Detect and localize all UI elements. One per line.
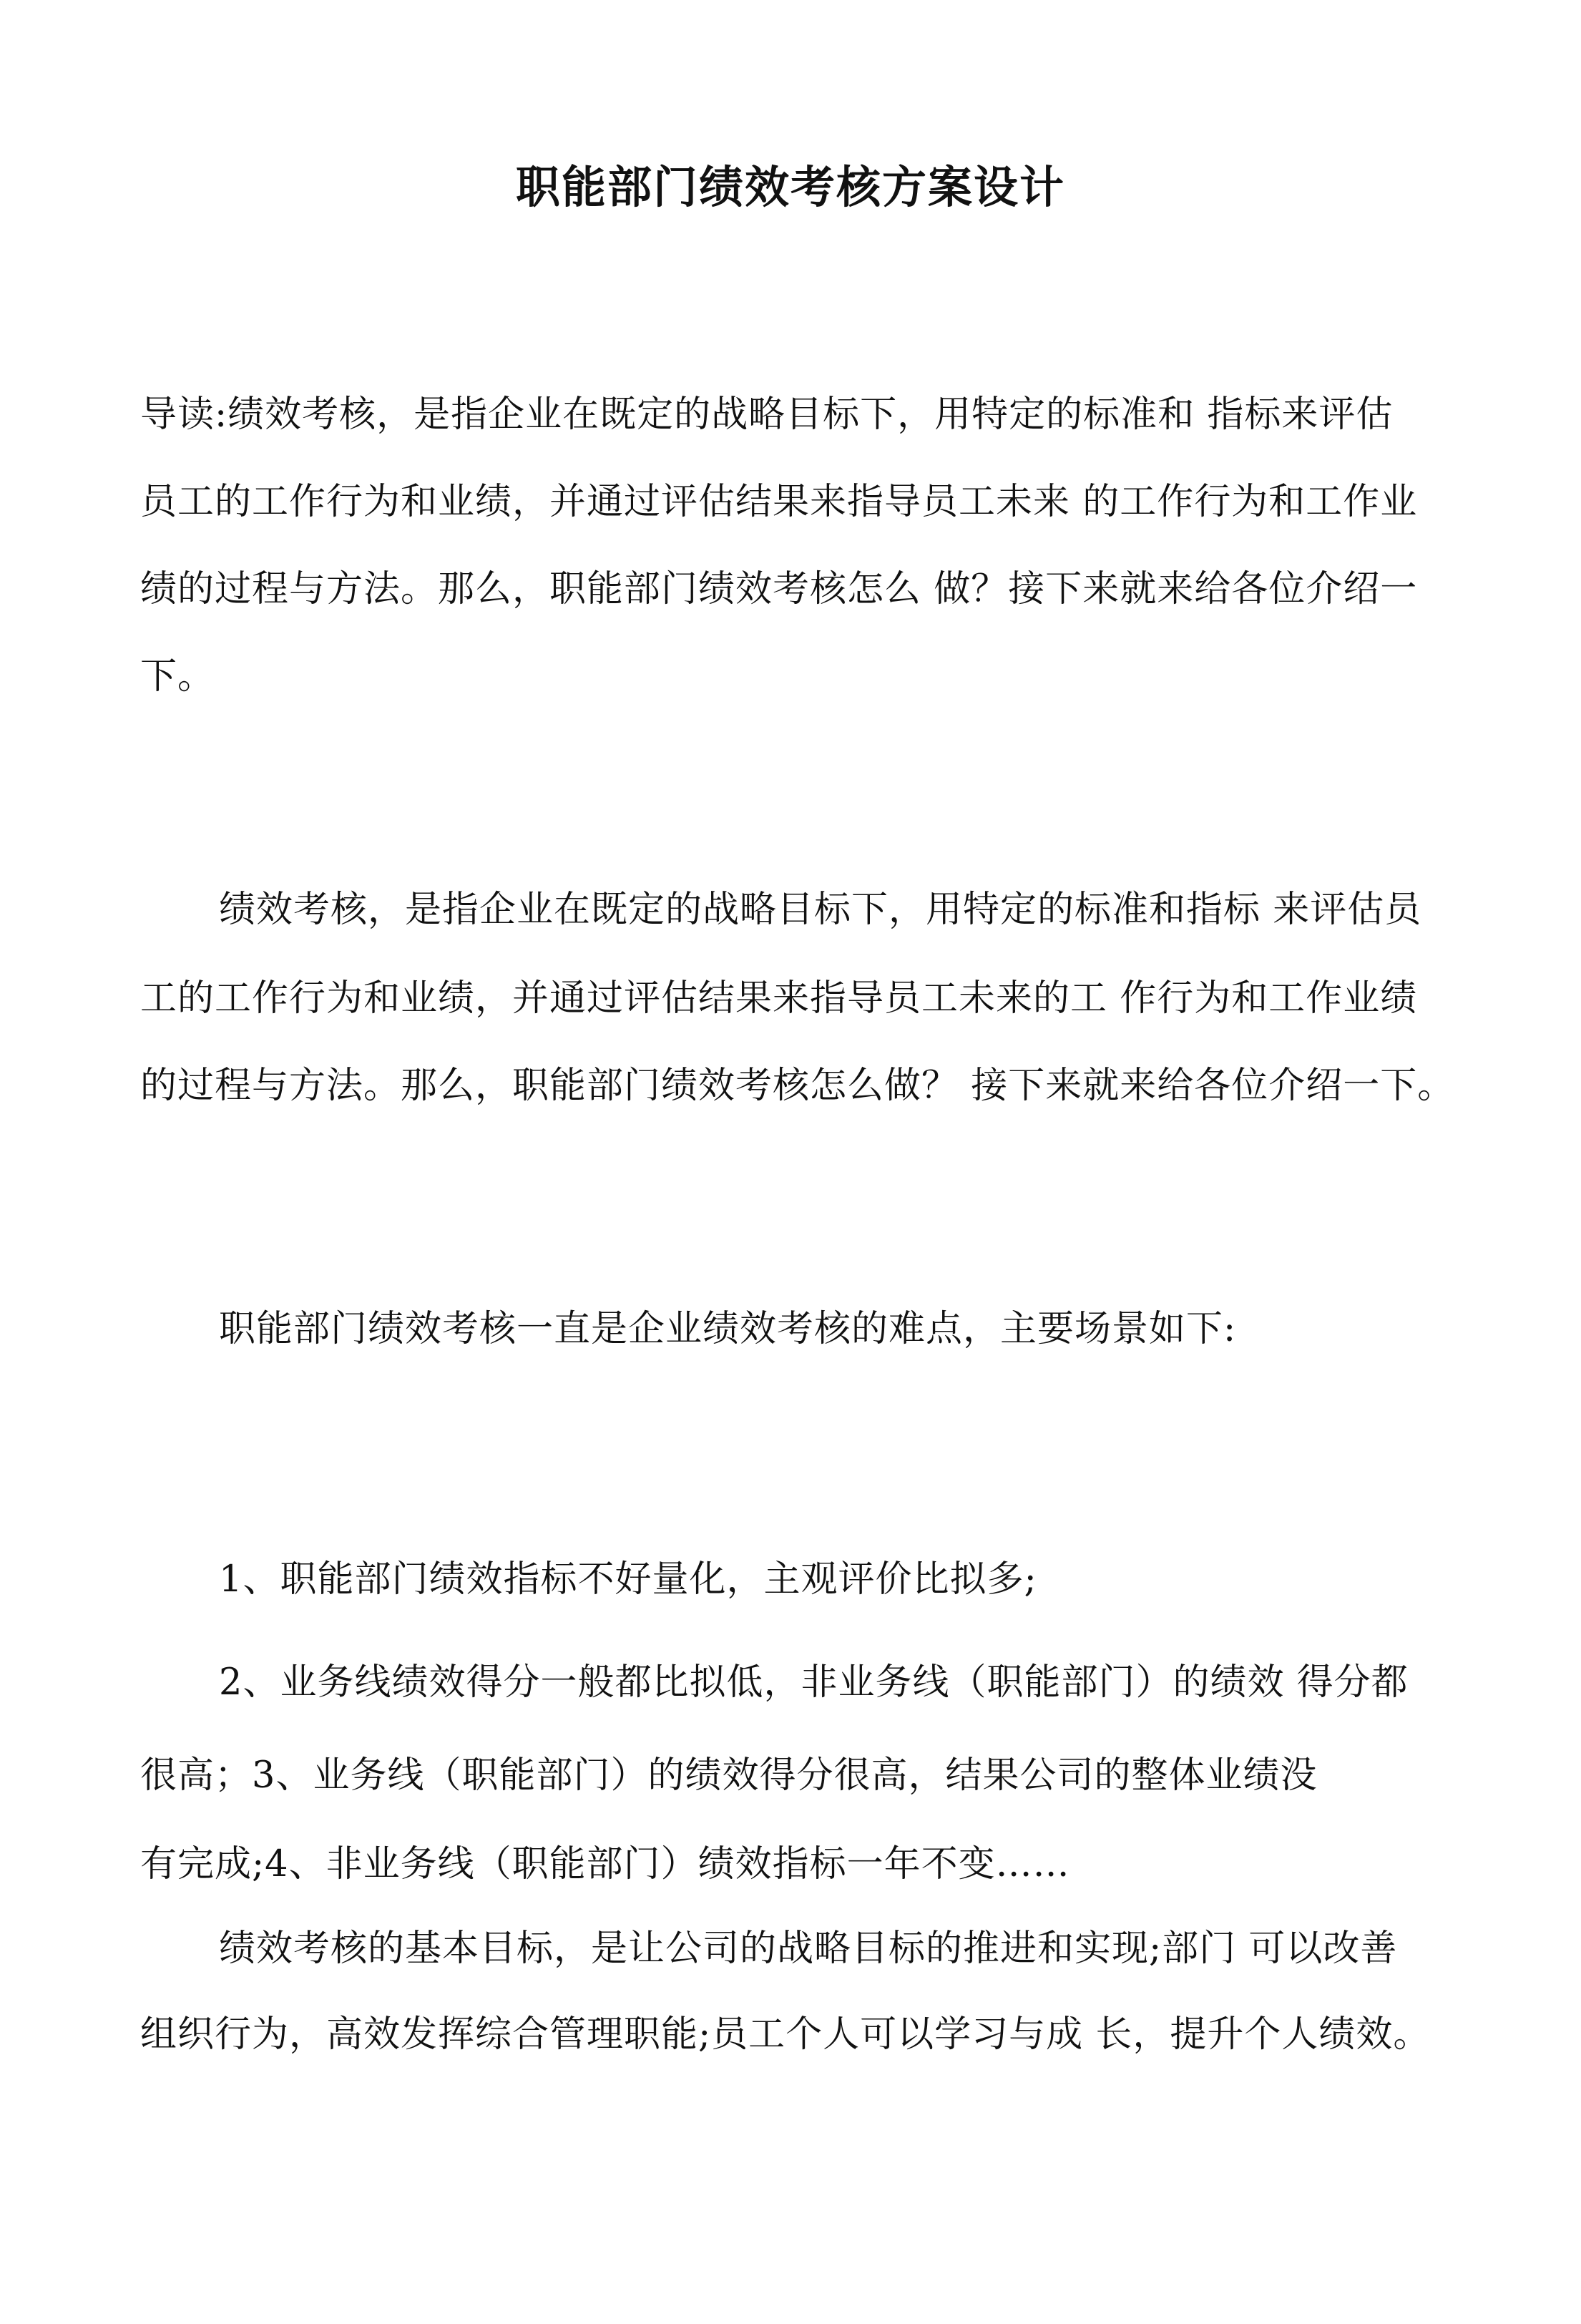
list-item-2: 2、业务线绩效得分一般都比拟低，非业务线（职能部门）的绩效 得分都	[219, 1661, 1409, 1704]
page-title: 职能部门绩效考核方案设计	[515, 161, 1065, 213]
para3-line-2: 组织行为，高效发挥综合管理职能;员工个人可以学习与成 长，提升个人绩效。	[140, 2013, 1431, 2056]
para2-line: 职能部门绩效考核一直是企业绩效考核的难点，主要场景如下:	[219, 1308, 1237, 1350]
para3-line-1: 绩效考核的基本目标，是让公司的战略目标的推进和实现;部门 可以改善	[219, 1928, 1398, 1970]
intro-line-1: 导读:绩效考核，是指企业在既定的战略目标下，用特定的标准和 指标来评估	[140, 394, 1394, 436]
list-item-1: 1、职能部门绩效指标不好量化，主观评价比拟多;	[219, 1558, 1037, 1601]
intro-line-3: 绩的过程与方法。那么，职能部门绩效考核怎么 做？接下来就来给各位介绍一	[140, 568, 1418, 610]
intro-line-4: 下。	[140, 655, 215, 698]
intro-line-2: 员工的工作行为和业绩，并通过评估结果来指导员工未来 的工作行为和工作业	[140, 481, 1418, 523]
para1-line-2: 工的工作行为和业绩，并通过评估结果来指导员工未来的工 作行为和工作业绩	[140, 977, 1418, 1020]
list-item-2-continued: 很高；3、业务线（职能部门）的绩效得分很高，结果公司的整体业绩没	[140, 1754, 1318, 1797]
para1-line-1: 绩效考核，是指企业在既定的战略目标下，用特定的标准和指标 来评估员	[219, 889, 1422, 931]
list-item-3-continued: 有完成;4、非业务线（职能部门）绩效指标一年不变……	[140, 1843, 1070, 1885]
para1-line-3: 的过程与方法。那么，职能部门绩效考核怎么做？ 接下来就来给各位介绍一下。	[140, 1065, 1455, 1107]
